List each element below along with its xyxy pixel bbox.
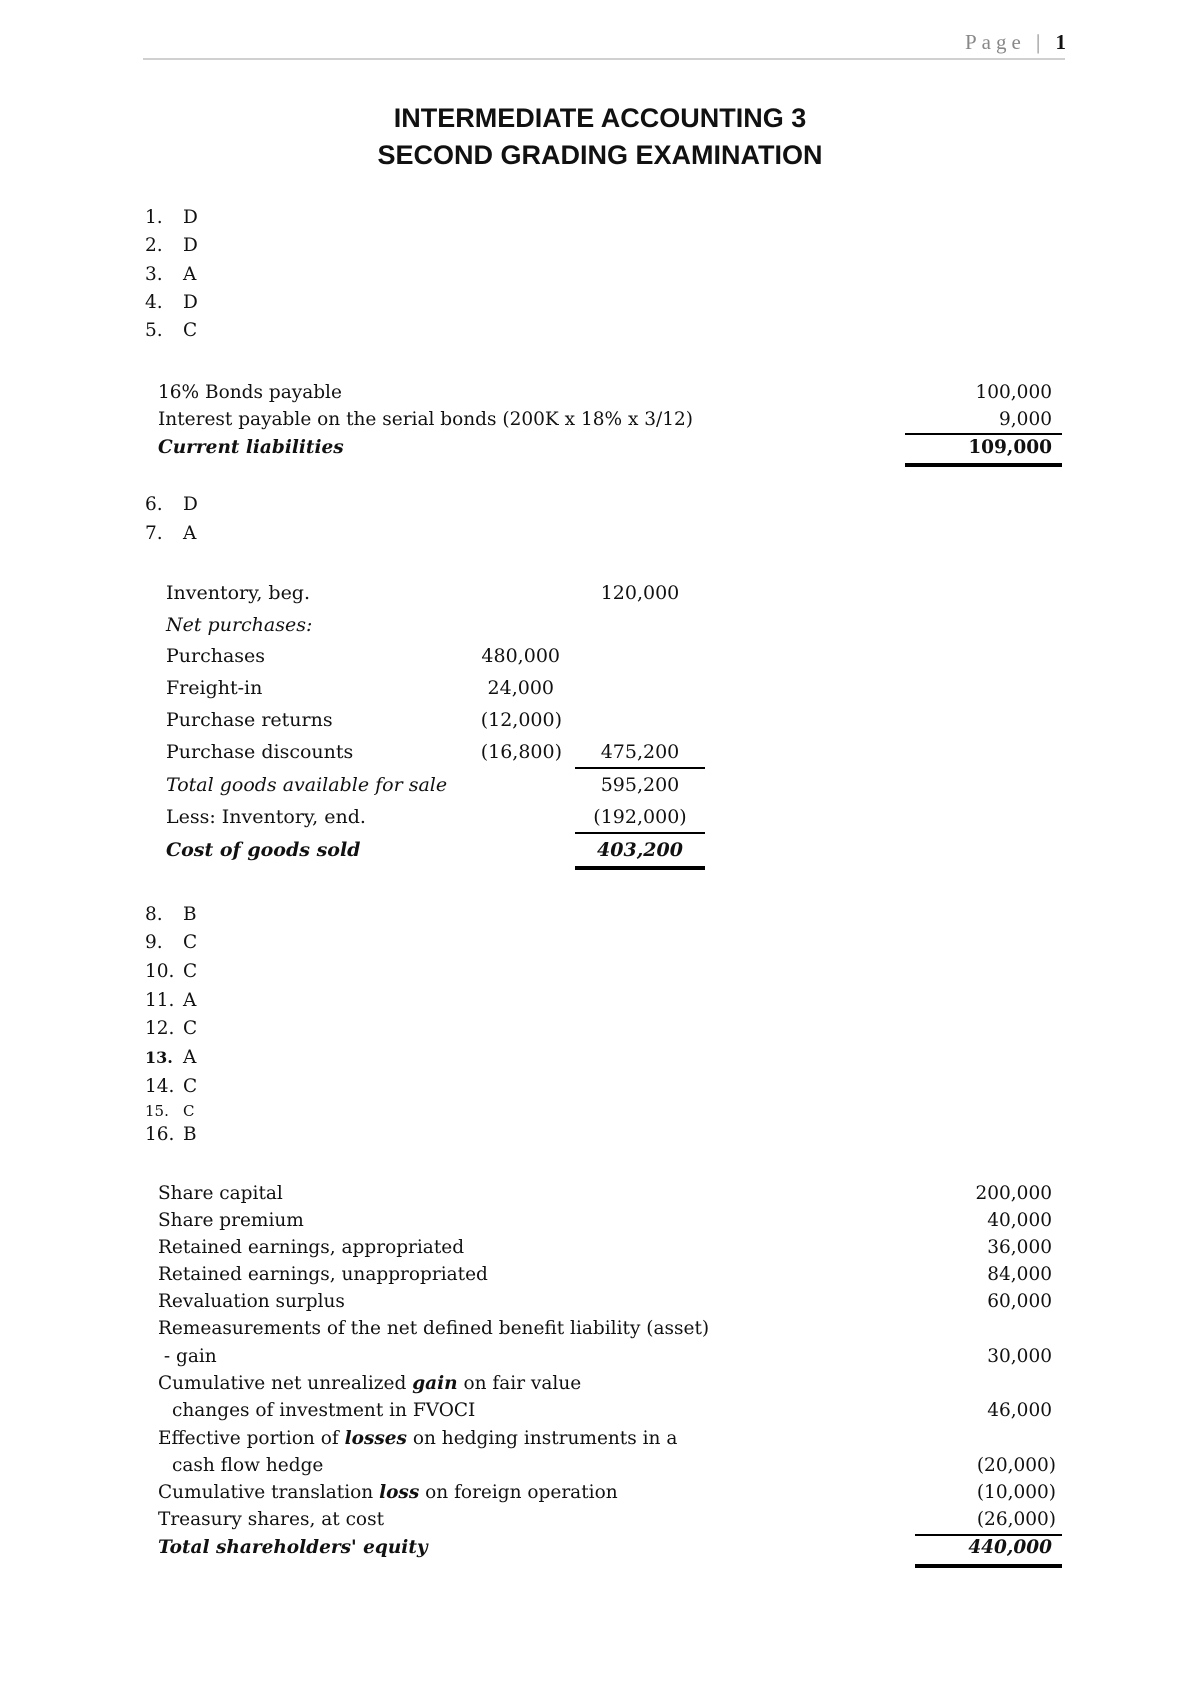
share-premium-label: Share premium	[158, 1210, 304, 1231]
remeasurement-label-1: Remeasurements of the net defined benefit liability (asset)	[158, 1318, 710, 1339]
answer-item: 10. C	[145, 961, 198, 982]
subtotal-rule	[905, 433, 1062, 435]
purchase-discounts-label: Purchase discounts	[166, 741, 354, 763]
cogs-amount: 403,200	[597, 839, 683, 861]
cogs-label: Cost of goods sold	[166, 839, 361, 861]
fvoci-amount: 46,000	[987, 1400, 1052, 1421]
answer-item: 12. C	[145, 1018, 198, 1039]
purchase-returns-label: Purchase returns	[166, 709, 333, 731]
interest-payable-label: Interest payable on the serial bonds (200K x 18% x 3/12)	[158, 409, 694, 430]
answer-item: 5. C	[145, 320, 198, 341]
tgas-label: Total goods available for sale	[166, 774, 448, 796]
answer-item: 13. A	[145, 1047, 197, 1068]
fvoci-label-1: Cumulative net unrealized gain on fair value	[158, 1373, 582, 1394]
interest-payable-amount: 9,000	[999, 409, 1052, 430]
bonds-payable-amount: 100,000	[975, 382, 1052, 403]
bonds-payable-label: 16% Bonds payable	[158, 382, 342, 403]
revaluation-amount: 60,000	[987, 1291, 1052, 1312]
current-liabilities-total: 109,000	[968, 437, 1052, 458]
answer-item: 3. A	[145, 264, 197, 285]
translation-amount: (10,000)	[976, 1482, 1056, 1503]
hedge-amount: (20,000)	[976, 1455, 1056, 1476]
total-double-rule	[905, 463, 1062, 467]
net-purchases-subtotal: 475,200	[600, 741, 680, 763]
inventory-beg-amount: 120,000	[600, 582, 680, 604]
answer-item: 9. C	[145, 932, 198, 953]
treasury-label: Treasury shares, at cost	[158, 1509, 385, 1530]
inventory-beg-label: Inventory, beg.	[166, 582, 311, 604]
tgas-amount: 595,200	[600, 774, 680, 796]
answer-item: 1. D	[145, 207, 198, 228]
purchase-returns-amount: (12,000)	[480, 709, 562, 731]
fvoci-label-2: changes of investment in FVOCI	[172, 1400, 476, 1421]
cogs-double-rule	[575, 866, 705, 870]
answer-item: 6. D	[145, 494, 198, 515]
answer-item: 15. C	[145, 1102, 195, 1120]
answer-item: 16. B	[145, 1124, 197, 1145]
share-premium-amount: 40,000	[987, 1210, 1052, 1231]
remeasurement-label-2: - gain	[158, 1346, 217, 1367]
revaluation-label: Revaluation surplus	[158, 1291, 345, 1312]
inventory-end-amount: (192,000)	[593, 806, 687, 828]
inventory-end-label: Less: Inventory, end.	[166, 806, 366, 828]
re-appropriated-label: Retained earnings, appropriated	[158, 1237, 465, 1258]
net-purchases-label: Net purchases:	[166, 614, 313, 636]
answer-item: 4. D	[145, 292, 198, 313]
re-appropriated-amount: 36,000	[987, 1237, 1052, 1258]
page-number: Page | 1	[964, 30, 1066, 54]
header-divider	[143, 58, 1065, 60]
answer-item: 14. C	[145, 1076, 198, 1097]
translation-label: Cumulative translation loss on foreign operation	[158, 1482, 618, 1503]
equity-subtotal-rule	[915, 1534, 1062, 1536]
re-unappropriated-amount: 84,000	[987, 1264, 1052, 1285]
total-equity-label: Total shareholders' equity	[158, 1537, 428, 1558]
re-unappropriated-label: Retained earnings, unappropriated	[158, 1264, 488, 1285]
total-equity-double-rule	[915, 1564, 1062, 1568]
share-capital-label: Share capital	[158, 1183, 283, 1204]
freight-in-amount: 24,000	[487, 677, 554, 699]
share-capital-amount: 200,000	[975, 1183, 1052, 1204]
subtotal-rule	[575, 767, 705, 769]
total-equity-amount: 440,000	[968, 1537, 1052, 1558]
hedge-label-2: cash flow hedge	[172, 1455, 324, 1476]
answer-item: 7. A	[145, 523, 197, 544]
purchases-amount: 480,000	[481, 645, 560, 667]
hedge-label-1: Effective portion of losses on hedging instruments in a	[158, 1428, 678, 1449]
treasury-amount: (26,000)	[976, 1509, 1056, 1530]
purchases-label: Purchases	[166, 645, 266, 667]
cogs-rule	[575, 832, 705, 834]
current-liabilities-label: Current liabilities	[158, 437, 344, 458]
title-line-2: SECOND GRADING EXAMINATION	[377, 140, 823, 170]
answer-item: 11. A	[145, 990, 197, 1011]
remeasurement-amount: 30,000	[987, 1346, 1052, 1367]
answer-item: 2. D	[145, 235, 198, 256]
title-line-1: INTERMEDIATE ACCOUNTING 3	[393, 103, 807, 133]
answer-item: 8. B	[145, 904, 197, 925]
purchase-discounts-amount: (16,800)	[480, 741, 562, 763]
freight-in-label: Freight-in	[166, 677, 263, 699]
